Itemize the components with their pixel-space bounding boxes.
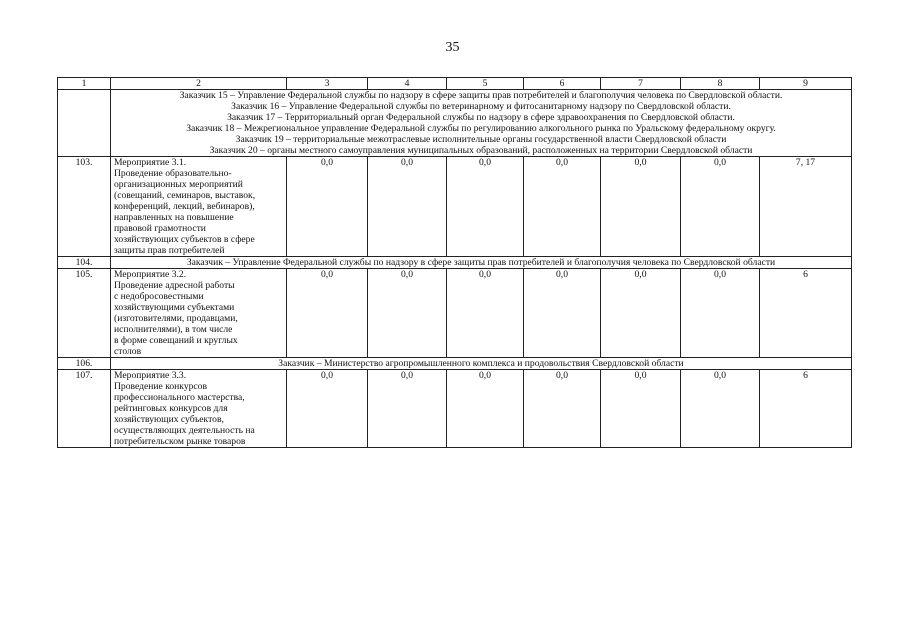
measure-description <box>111 157 287 257</box>
value-cell: 0,0 <box>601 157 681 257</box>
row-number: 105. <box>58 269 111 358</box>
value-cell: 0,0 <box>681 370 760 448</box>
header-row <box>58 78 852 90</box>
customer-text: Заказчик – Управление Федеральной службы по надзору в сфере защиты прав потребителей и благополучия человека по Свердловской области <box>111 257 852 269</box>
description-line: Мероприятие 3.1. <box>114 157 187 168</box>
value-cell: 0,0 <box>287 269 368 358</box>
description-line: в форме совещаний и круглых <box>114 335 238 346</box>
header-cell: 1 <box>58 78 111 90</box>
customers-block <box>111 90 852 157</box>
header-cell: 2 <box>111 78 287 90</box>
measure-row <box>58 157 852 257</box>
description-line: (изготовителями, продавцами, <box>114 313 238 324</box>
header-cell: 8 <box>681 78 760 90</box>
value-cell: 0,0 <box>601 370 681 448</box>
customer-line: Заказчик 16 – Управление Федеральной службы по ветеринарному и фитосанитарному надзору по Свердловской области. <box>231 101 731 112</box>
description-line: рейтинговых конкурсов для <box>114 403 228 414</box>
customer-line: Заказчик 19 – территориальные межотраслевые исполнительные органы государственной власти Свердловской области <box>235 134 727 145</box>
target-indicator-cell: 6 <box>760 269 852 358</box>
header-cell: 5 <box>447 78 524 90</box>
description-line: (совещаний, семинаров, выставок, <box>114 190 256 201</box>
description-line: потребительском рынке товаров <box>114 436 246 447</box>
header-cell: 6 <box>524 78 601 90</box>
header-cell: 9 <box>760 78 852 90</box>
customer-line: Заказчик 20 – органы местного самоуправления муниципальных образований, расположенных на территории Свердловской области <box>209 145 753 156</box>
description-line: Проведение конкурсов <box>114 381 207 392</box>
value-cell: 0,0 <box>287 370 368 448</box>
customer-row <box>58 358 852 370</box>
customer-line: Заказчик 18 – Межрегиональное управление Федеральной службы по регулированию алкогольного рынка по Уральскому федеральному округу. <box>186 123 776 134</box>
description-line: хозяйствующими субъектами <box>114 302 235 313</box>
description-line: исполнителями), в том числе <box>114 324 233 335</box>
description-line: Мероприятие 3.3. <box>114 370 187 381</box>
description-line: защиты прав потребителей <box>114 245 225 256</box>
customer-line: Заказчик 15 – Управление Федеральной службы по надзору в сфере защиты прав потребителей и благополучия человека по Свердловской области. <box>179 90 783 101</box>
page-number: 35 <box>445 40 460 55</box>
header-cell: 3 <box>287 78 368 90</box>
header-cell: 7 <box>601 78 681 90</box>
empty-num-cell <box>58 90 111 157</box>
description-line: Проведение образовательно- <box>114 168 232 179</box>
target-indicator-cell: 7, 17 <box>760 157 852 257</box>
value-cell: 0,0 <box>368 269 447 358</box>
value-cell: 0,0 <box>681 269 760 358</box>
measure-row <box>58 370 852 448</box>
description-line: осуществляющих деятельность на <box>114 425 255 436</box>
measure-row <box>58 269 852 358</box>
customer-row <box>58 257 852 269</box>
customer-text: Заказчик – Министерство агропромышленного комплекса и продовольствия Свердловской области <box>111 358 852 370</box>
description-line: конференций, лекций, вебинаров), <box>114 201 255 212</box>
description-line: направленных на повышение <box>114 212 234 223</box>
value-cell: 0,0 <box>524 269 601 358</box>
row-number: 106. <box>58 358 111 370</box>
description-line: Проведение адресной работы <box>114 280 235 291</box>
value-cell: 0,0 <box>524 157 601 257</box>
description-line: правовой грамотности <box>114 223 206 234</box>
value-cell: 0,0 <box>368 157 447 257</box>
program-table <box>57 77 852 448</box>
description-line: хозяйствующих субъектов в сфере <box>114 234 255 245</box>
measure-description <box>111 269 287 358</box>
value-cell: 0,0 <box>447 157 524 257</box>
description-line: хозяйствующих субъектов, <box>114 414 224 425</box>
description-line: организационных мероприятий <box>114 179 243 190</box>
value-cell: 0,0 <box>681 157 760 257</box>
description-line: Мероприятие 3.2. <box>114 269 187 280</box>
description-line: с недобросовестными <box>114 291 204 302</box>
description-line: столов <box>114 346 142 357</box>
value-cell: 0,0 <box>447 269 524 358</box>
row-number: 104. <box>58 257 111 269</box>
customer-line: Заказчик 17 – Территориальный орган Федеральной службы по надзору в сфере здравоохранения по Свердловской области. <box>227 112 735 123</box>
header-cell: 4 <box>368 78 447 90</box>
value-cell: 0,0 <box>368 370 447 448</box>
row-number: 107. <box>58 370 111 448</box>
description-line: профессионального мастерства, <box>114 392 245 403</box>
value-cell: 0,0 <box>287 157 368 257</box>
customers-block-row <box>58 90 852 157</box>
value-cell: 0,0 <box>447 370 524 448</box>
measure-description <box>111 370 287 448</box>
value-cell: 0,0 <box>524 370 601 448</box>
value-cell: 0,0 <box>601 269 681 358</box>
target-indicator-cell: 6 <box>760 370 852 448</box>
row-number: 103. <box>58 157 111 257</box>
